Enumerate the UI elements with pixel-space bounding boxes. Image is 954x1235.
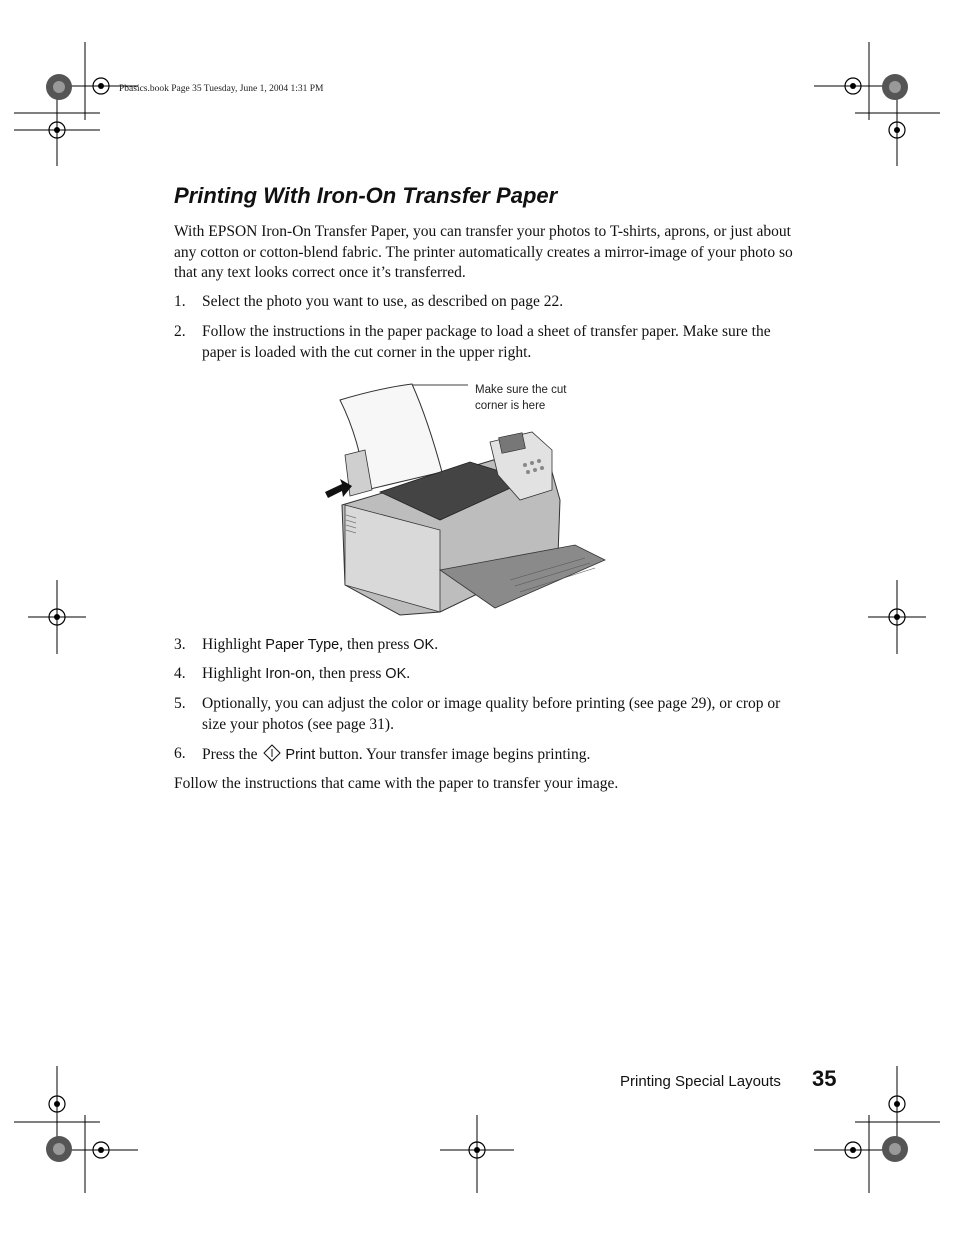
- ui-term: OK: [385, 666, 407, 682]
- step-text: Press the Print button. Your transfer image begins printing.: [202, 746, 591, 763]
- step-text: Optionally, you can adjust the color or image quality before printing (see page 29), or crop or size your photos (see page 31).: [202, 695, 781, 733]
- step-number: 1.: [174, 293, 186, 310]
- step-number: 5.: [174, 695, 186, 712]
- callout-line-1: Make sure the cut: [475, 384, 567, 396]
- print-diamond-icon: [263, 744, 281, 762]
- step-number: 4.: [174, 665, 186, 682]
- printer-illustration: [320, 380, 615, 620]
- ui-term: Paper Type: [265, 637, 340, 653]
- ui-term: OK: [413, 637, 435, 653]
- page-number: 35: [812, 1066, 837, 1091]
- step-text: Follow the instructions in the paper package to load a sheet of transfer paper. Make sure the paper is loaded with the cut corner in the upper right.: [202, 323, 771, 361]
- step-number: 3.: [174, 636, 186, 653]
- step-text: Highlight Iron-on, then press OK.: [202, 665, 411, 682]
- figure-callout: [475, 382, 615, 414]
- callout-line-2: corner is here: [475, 400, 546, 412]
- ui-term: Print: [285, 747, 316, 763]
- ui-term: Iron-on: [265, 666, 312, 682]
- outro-paragraph: Follow the instructions that came with the paper to transfer your image.: [174, 775, 619, 792]
- step-text: Select the photo you want to use, as described on page 22.: [202, 293, 564, 310]
- step-number: 6.: [174, 745, 186, 762]
- footer-section-label: Printing Special Layouts: [620, 1073, 781, 1090]
- step-text: Highlight Paper Type, then press OK.: [202, 636, 439, 653]
- step-number: 2.: [174, 323, 186, 340]
- intro-paragraph: With EPSON Iron-On Transfer Paper, you can transfer your photos to T-shirts, aprons, or just about any cotton or cotton-blend fabric. The printer automatically creates a mirror-image of your photo so that any text looks correct once it’s transferred.: [174, 223, 793, 281]
- section-title: Printing With Iron-On Transfer Paper: [174, 183, 558, 208]
- slug-line: Pbasics.book Page 35 Tuesday, June 1, 2004 1:31 PM: [119, 84, 324, 94]
